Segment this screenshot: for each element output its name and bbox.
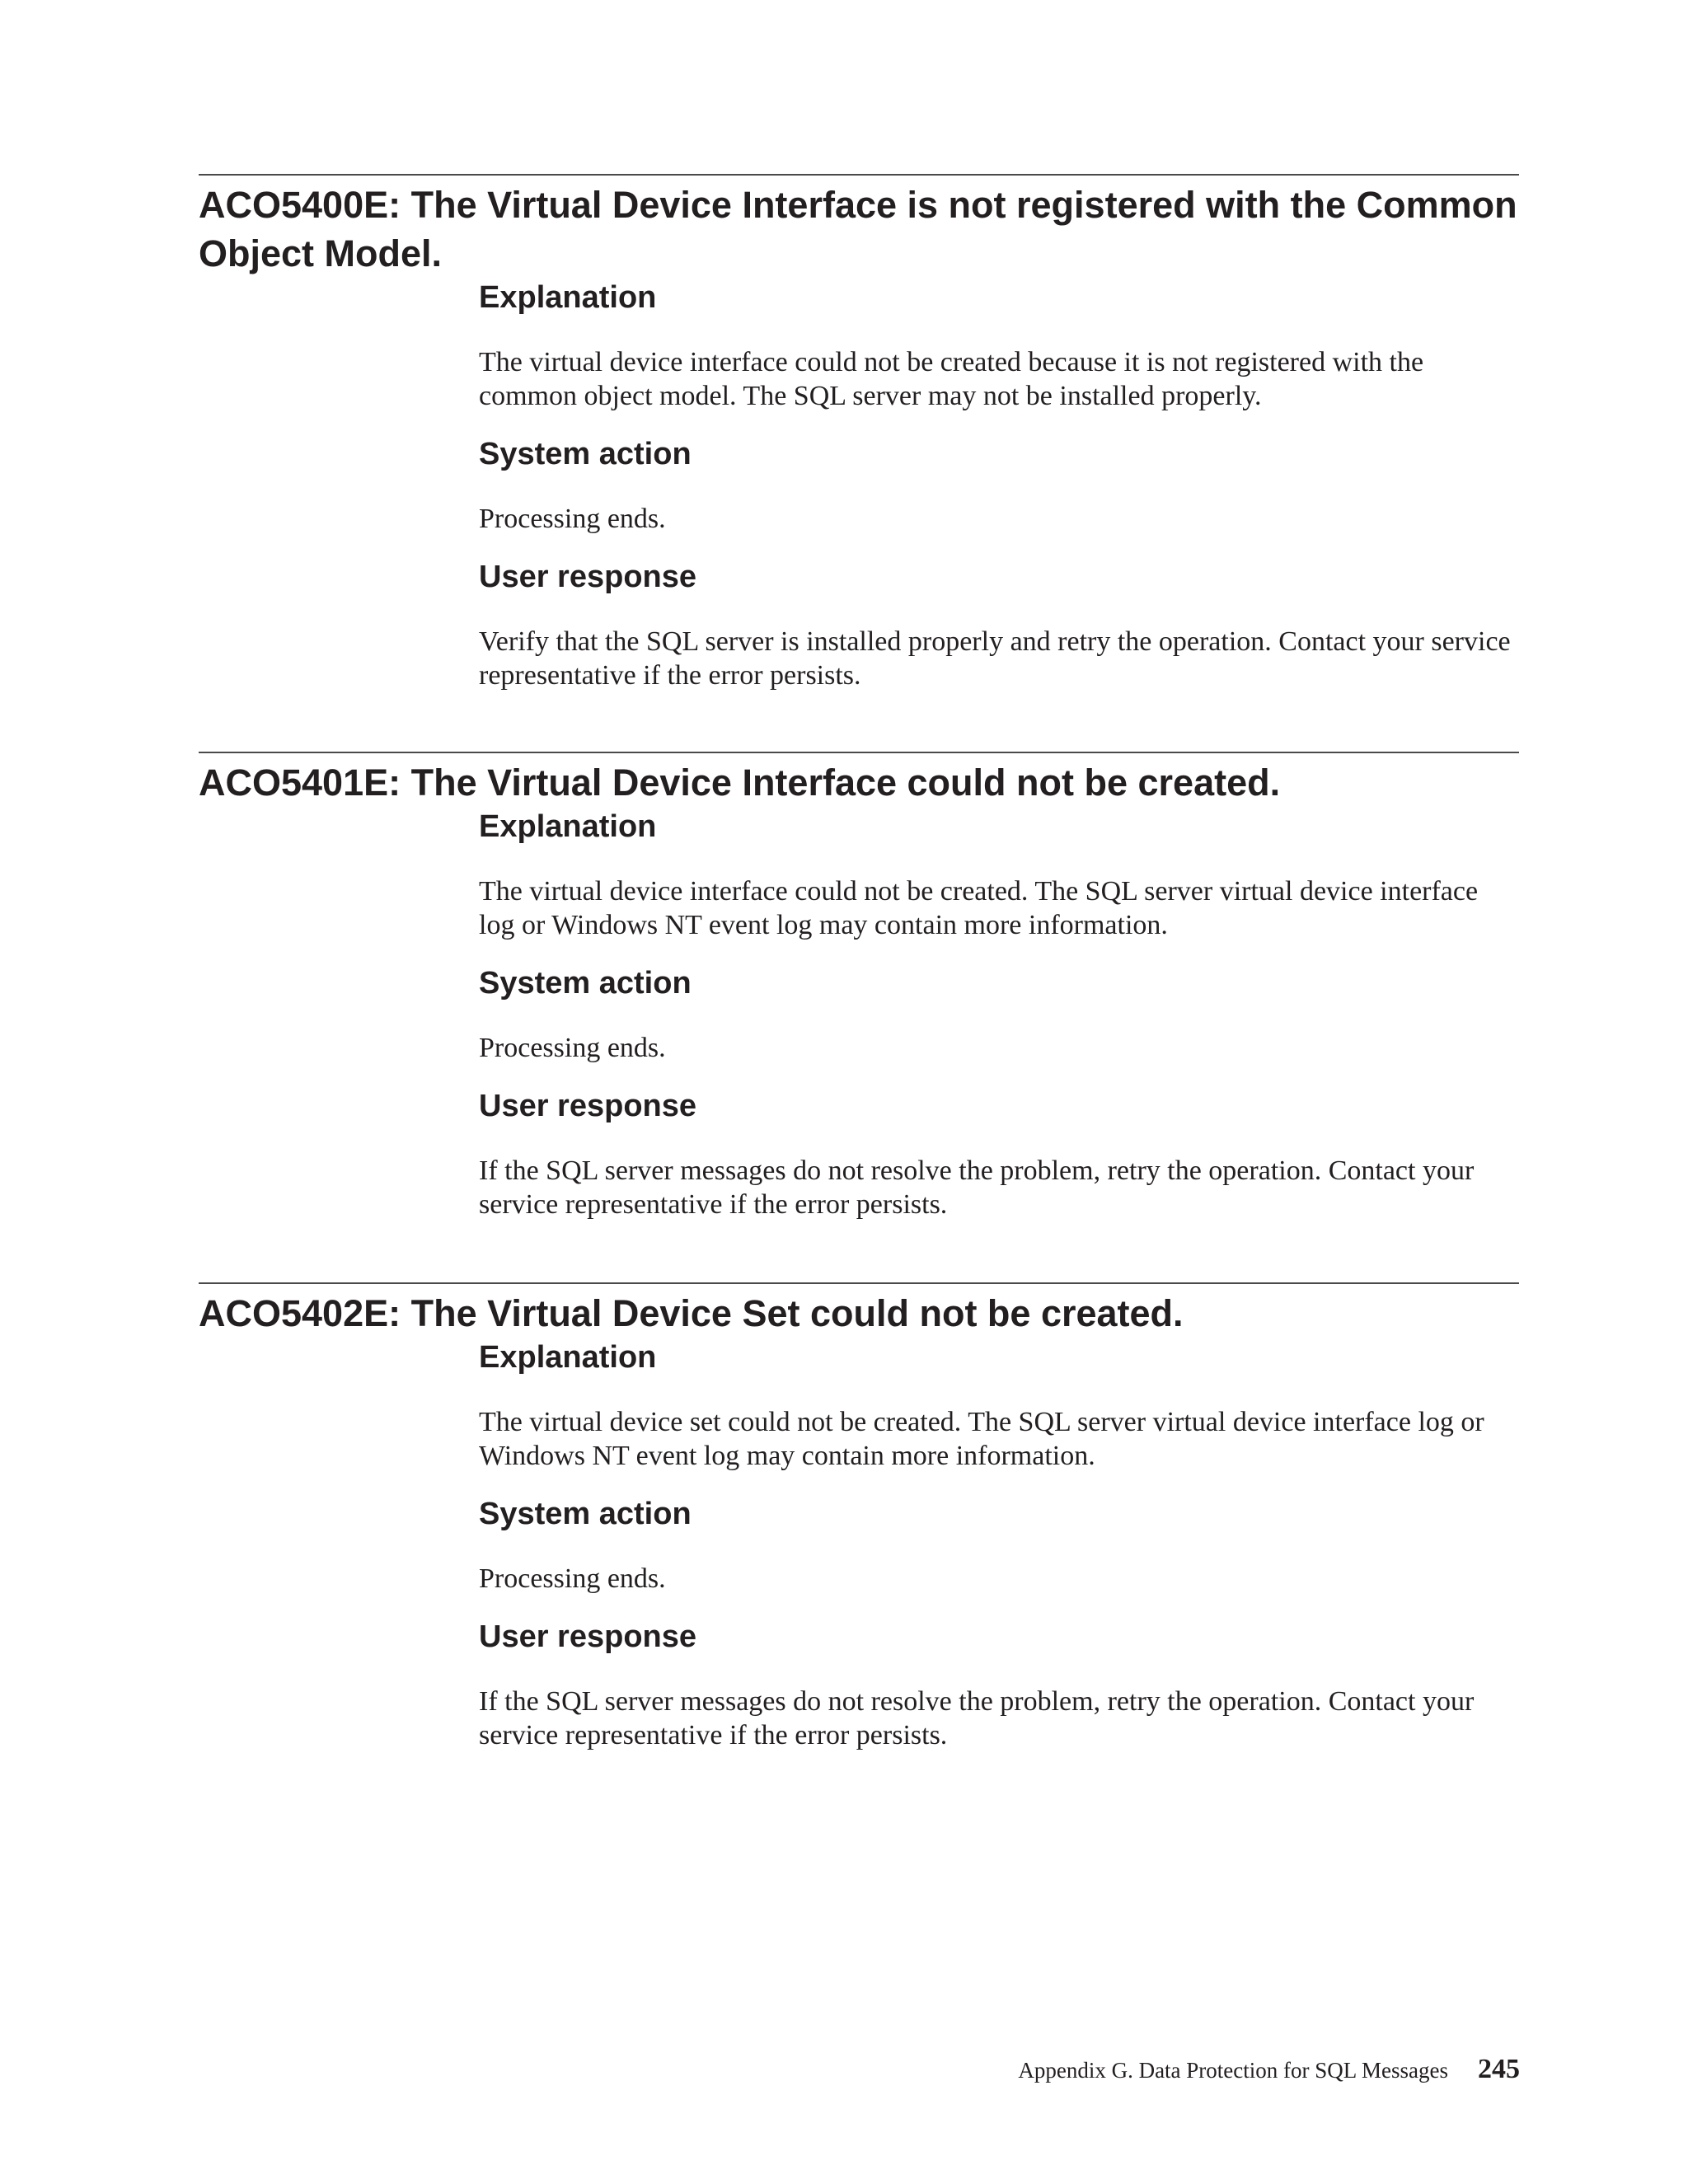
user-response-text: If the SQL server messages do not resolve the problem, retry the operation. Contact your service representative if the error persists. xyxy=(479,1155,1475,1220)
message-body xyxy=(479,278,1519,692)
message-body xyxy=(479,1338,1519,1752)
message-aco5400e xyxy=(199,174,1519,692)
explanation-heading: Explanation xyxy=(479,1340,657,1375)
user-response-heading: User response xyxy=(479,1619,697,1654)
message-aco5402e xyxy=(199,1282,1519,1752)
message-title: ACO5400E: The Virtual Device Interface is not registered with the Common Object Model. xyxy=(199,184,1517,274)
user-response-text: Verify that the SQL server is installed properly and retry the operation. Contact your service representative if the error persists. xyxy=(479,626,1511,691)
explanation-text: The virtual device set could not be created. The SQL server virtual device interface log or Windows NT event log may contain more information. xyxy=(479,1407,1484,1471)
system-action-heading: System action xyxy=(479,1497,692,1531)
page-footer xyxy=(1018,2054,1520,2085)
system-action-text: Processing ends. xyxy=(479,1563,666,1594)
explanation-text: The virtual device interface could not be created. The SQL server virtual device interface log or Windows NT event log may contain more information. xyxy=(479,876,1479,940)
message-title: ACO5401E: The Virtual Device Interface could not be created. xyxy=(199,762,1281,804)
system-action-heading: System action xyxy=(479,966,692,1001)
page-number: 245 xyxy=(1478,2054,1520,2084)
user-response-heading: User response xyxy=(479,1089,697,1123)
explanation-heading: Explanation xyxy=(479,809,657,844)
system-action-heading: System action xyxy=(479,437,692,471)
system-action-text: Processing ends. xyxy=(479,1033,666,1063)
user-response-text: If the SQL server messages do not resolve the problem, retry the operation. Contact your service representative if the error persists. xyxy=(479,1686,1475,1750)
message-body xyxy=(479,807,1519,1221)
footer-section-title: Appendix G. Data Protection for SQL Messages xyxy=(1018,2058,1448,2083)
explanation-heading: Explanation xyxy=(479,280,657,315)
message-title: ACO5402E: The Virtual Device Set could not be created. xyxy=(199,1292,1184,1334)
explanation-text: The virtual device interface could not be created because it is not registered with the common object model. The SQL server may not be installed properly. xyxy=(479,347,1424,411)
user-response-heading: User response xyxy=(479,560,697,594)
system-action-text: Processing ends. xyxy=(479,504,666,534)
message-aco5401e xyxy=(199,752,1519,1221)
